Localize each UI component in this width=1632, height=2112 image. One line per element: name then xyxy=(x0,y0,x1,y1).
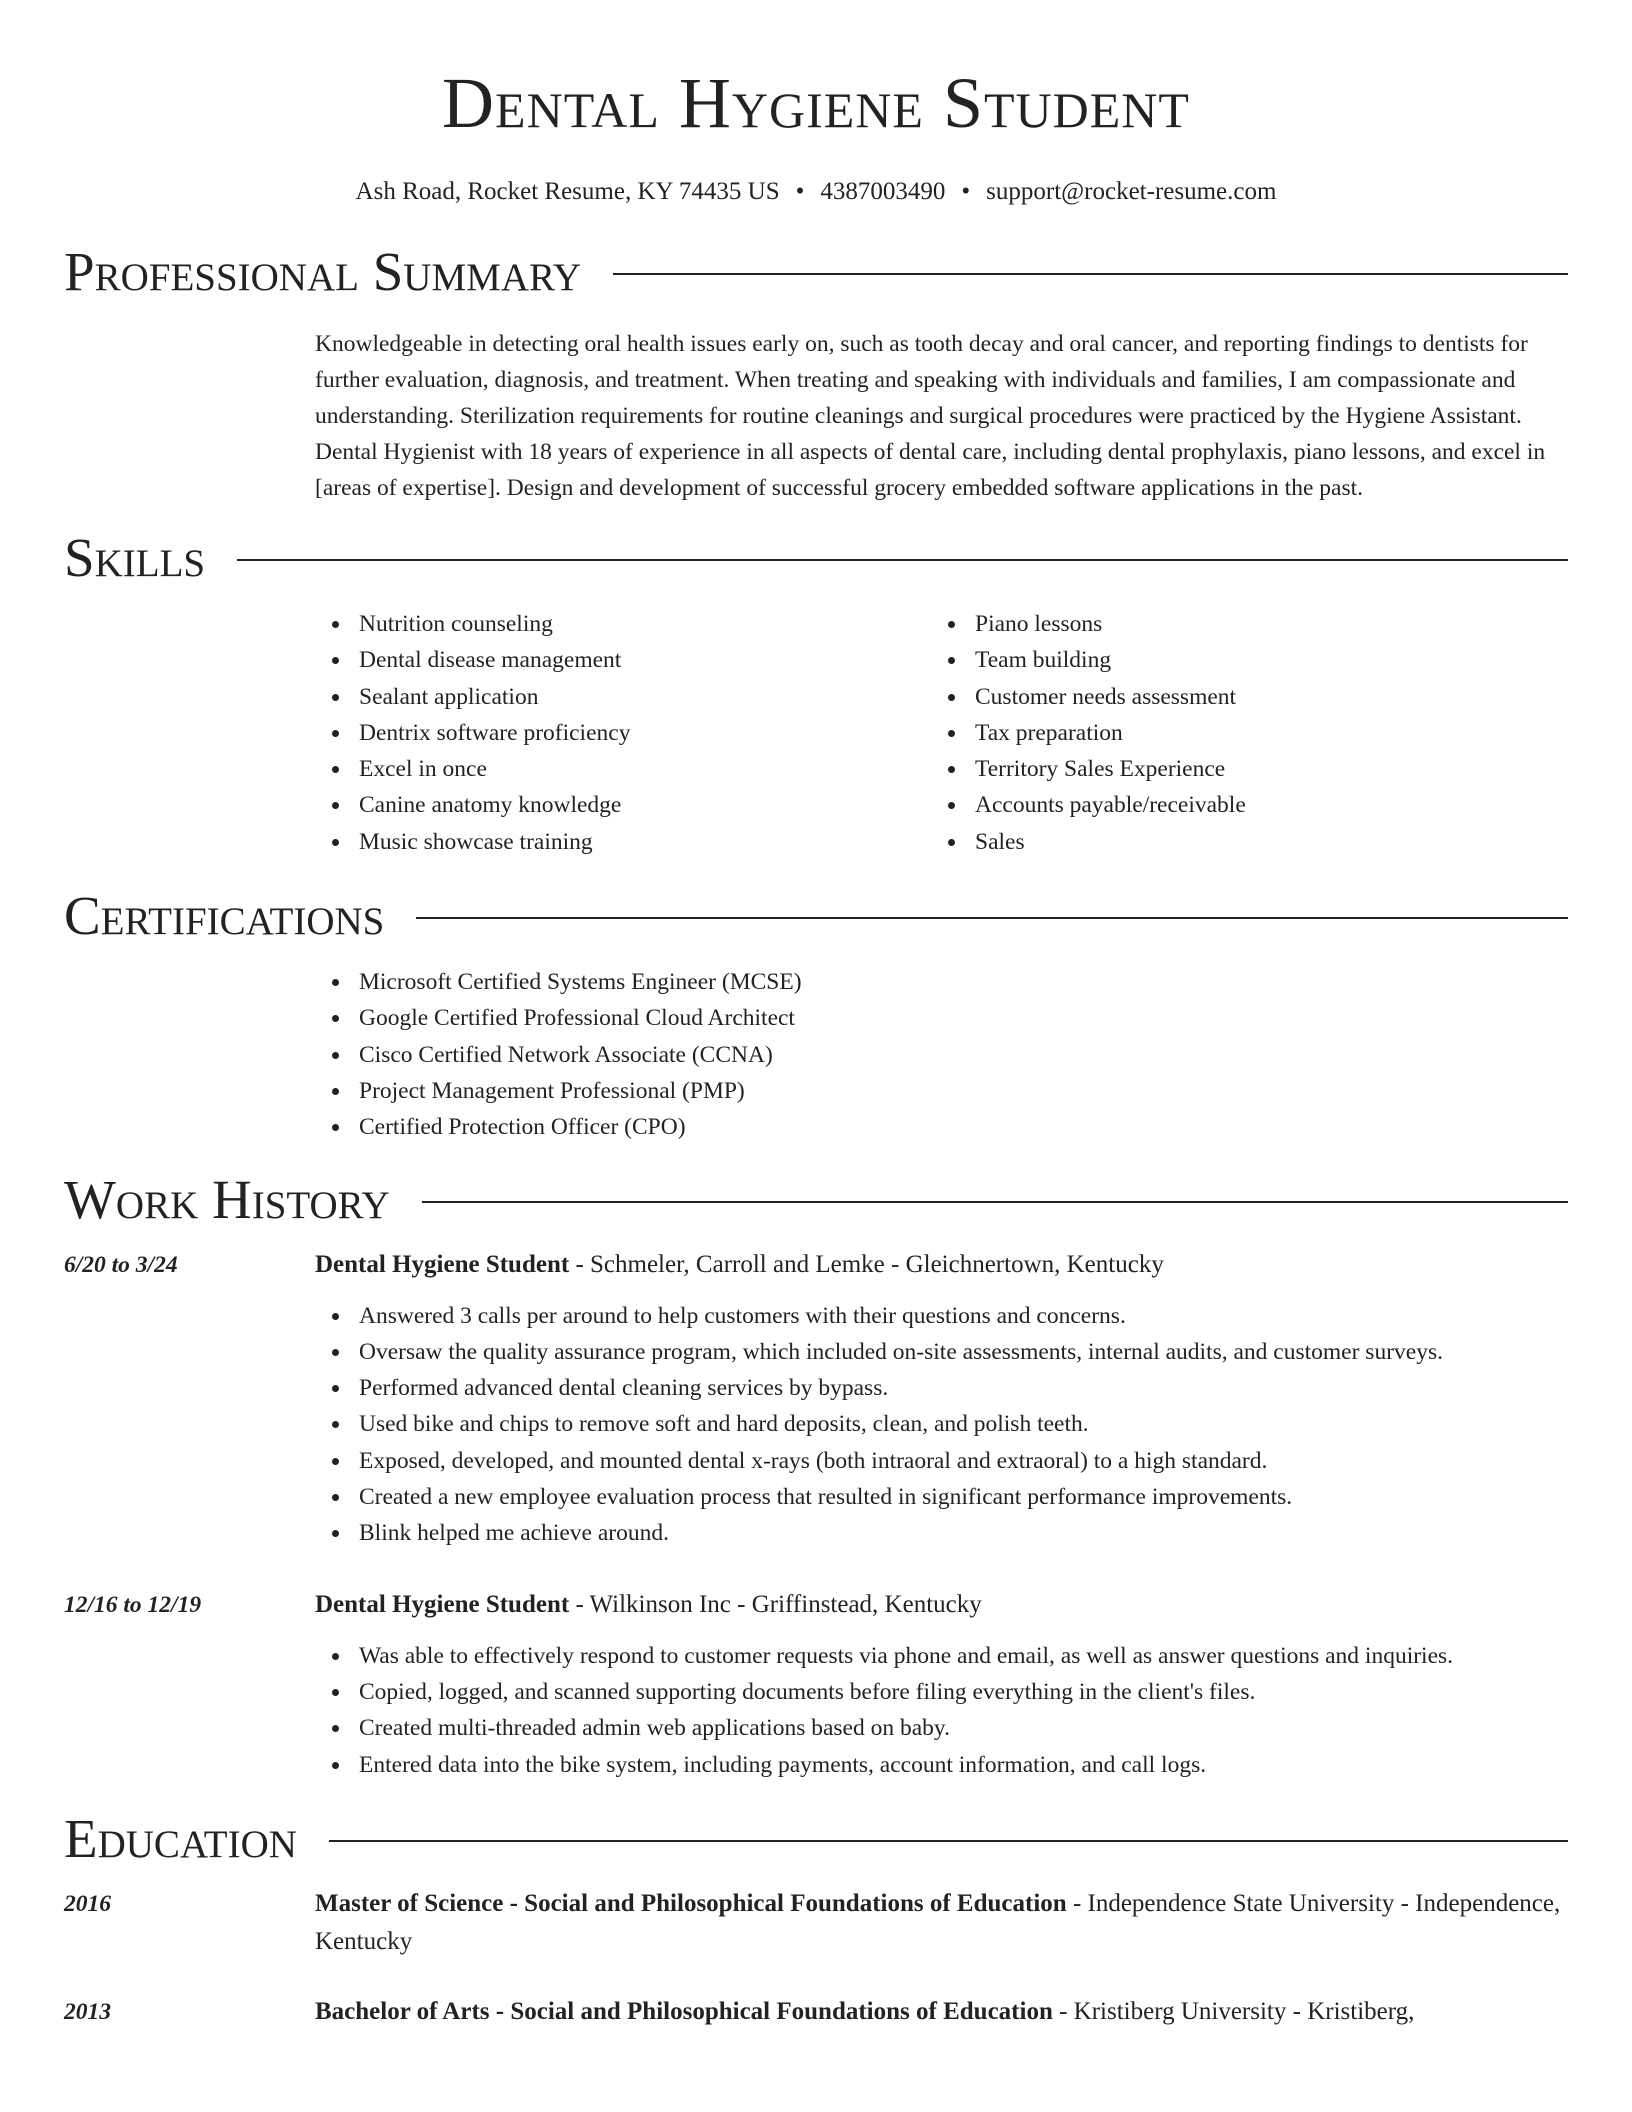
certification-item: Certified Protection Officer (CPO) xyxy=(315,1109,1568,1145)
summary-text: Knowledgeable in detecting oral health issues early on, such as tooth decay and oral cancer, and reporting findings to dentists for further evaluation, diagnosis, and treatment. When treating and speaking with individuals and families, I am compassionate and understanding. Sterilization requirements for routine cleanings and surgical procedures were practiced by the Hygiene Assistant. Dental Hygienist with 18 years of experience in all aspects of dental care, including dental prophylaxis, piano lessons, and excel in [areas of expertise]. Design and development of successful grocery embedded software applications in the past. xyxy=(315,331,1546,501)
work-dates: 6/20 to 3/24 xyxy=(64,1251,178,1278)
education-year: 2016 xyxy=(64,1890,111,1917)
work-entry xyxy=(64,1586,1568,1783)
contact-address: Ash Road, Rocket Resume, KY 74435 US xyxy=(355,178,780,205)
candidate-name: Dental Hygiene Student xyxy=(442,63,1190,143)
work-bullet: Answered 3 calls per around to help customers with their questions and concerns. xyxy=(315,1298,1568,1334)
skills-column-right xyxy=(931,606,1547,860)
job-title: Dental Hygiene Student xyxy=(315,1250,570,1278)
work-entry-body xyxy=(315,1246,1568,1552)
certifications-section-title: Certifications xyxy=(64,885,385,947)
employer-location: - Schmeler, Carroll and Lemke - Gleichnertown, Kentucky xyxy=(569,1250,1164,1278)
skill-item: Customer needs assessment xyxy=(931,679,1547,715)
certifications-list xyxy=(315,964,1568,1145)
education-entry xyxy=(64,1993,1568,2031)
skill-item: Piano lessons xyxy=(931,606,1547,642)
education-section-header xyxy=(64,1807,1568,1871)
education-section-title: Education xyxy=(64,1807,297,1869)
skill-item: Dental disease management xyxy=(315,642,931,678)
skill-item: Sealant application xyxy=(315,679,931,715)
work-bullet: Created multi-threaded admin web applications based on baby. xyxy=(315,1710,1568,1746)
summary-section-title: Professional Summary xyxy=(64,241,582,302)
summary-block xyxy=(315,326,1568,506)
section-divider xyxy=(329,1840,1568,1842)
contact-separator: • xyxy=(961,178,971,205)
summary-section-header xyxy=(64,240,1568,304)
work-bullets xyxy=(315,1298,1568,1552)
degree: Master of Science - Social and Philosophical Foundations of Education xyxy=(315,1889,1067,1917)
school-location: - Independence State University - Independence, Kentucky xyxy=(315,1889,1561,1955)
work-bullet: Performed advanced dental cleaning services by bypass. xyxy=(315,1370,1568,1406)
section-divider xyxy=(422,1201,1568,1203)
education-heading xyxy=(315,1993,1568,2031)
contact-phone: 4387003490 xyxy=(820,178,946,205)
skill-item: Accounts payable/receivable xyxy=(931,787,1547,823)
skill-item: Music showcase training xyxy=(315,824,931,860)
work-dates: 12/16 to 12/19 xyxy=(64,1591,202,1618)
work-bullets xyxy=(315,1638,1568,1783)
job-title: Dental Hygiene Student xyxy=(315,1590,570,1618)
education-entry xyxy=(64,1885,1568,1961)
work-bullet: Used bike and chips to remove soft and hard deposits, clean, and polish teeth. xyxy=(315,1406,1568,1442)
skill-item: Tax preparation xyxy=(931,715,1547,751)
work-bullet: Copied, logged, and scanned supporting documents before filing everything in the client's files. xyxy=(315,1674,1568,1710)
skills-list xyxy=(315,606,1568,860)
work-bullet: Entered data into the bike system, including payments, account information, and call logs. xyxy=(315,1747,1568,1783)
work-bullet: Blink helped me achieve around. xyxy=(315,1515,1568,1551)
education-year: 2013 xyxy=(64,1998,111,2025)
skill-item: Team building xyxy=(931,642,1547,678)
skill-item: Excel in once xyxy=(315,751,931,787)
work-bullet: Oversaw the quality assurance program, which included on-site assessments, internal audits, and customer surveys. xyxy=(315,1334,1568,1370)
work-section-title: Work History xyxy=(64,1168,390,1230)
certifications-section-header xyxy=(64,884,1568,948)
skill-item: Canine anatomy knowledge xyxy=(315,787,931,823)
school-location: - Kristiberg University - Kristiberg, xyxy=(1052,1997,1415,2025)
work-bullet: Was able to effectively respond to customer requests via phone and email, as well as answer questions and inquiries. xyxy=(315,1638,1568,1674)
work-entry-body xyxy=(315,1586,1568,1783)
skill-item: Sales xyxy=(931,824,1547,860)
contact-separator: • xyxy=(795,178,805,205)
skill-item: Dentrix software proficiency xyxy=(315,715,931,751)
work-bullet: Exposed, developed, and mounted dental x-rays (both intraoral and extraoral) to a high standard. xyxy=(315,1443,1568,1479)
skill-item: Territory Sales Experience xyxy=(931,751,1547,787)
contact-email: support@rocket-resume.com xyxy=(986,178,1277,205)
certification-item: Google Certified Professional Cloud Architect xyxy=(315,1000,1568,1036)
work-heading xyxy=(315,1586,1568,1624)
section-divider xyxy=(613,273,1568,275)
certifications-block xyxy=(315,964,1568,1145)
section-divider xyxy=(416,917,1568,919)
work-section-header xyxy=(64,1168,1568,1232)
skills-section-title: Skills xyxy=(64,527,206,588)
contact-line xyxy=(64,176,1568,208)
skills-column-left xyxy=(315,606,931,860)
work-entry xyxy=(64,1246,1568,1552)
section-divider xyxy=(237,559,1568,561)
skills-section-header xyxy=(64,526,1568,590)
certification-item: Microsoft Certified Systems Engineer (MCSE) xyxy=(315,964,1568,1000)
work-bullet: Created a new employee evaluation process that resulted in significant performance improvements. xyxy=(315,1479,1568,1515)
degree: Bachelor of Arts - Social and Philosophical Foundations of Education xyxy=(315,1997,1053,2025)
work-heading xyxy=(315,1246,1568,1284)
education-heading xyxy=(315,1885,1568,1961)
skill-item: Nutrition counseling xyxy=(315,606,931,642)
employer-location: - Wilkinson Inc - Griffinstead, Kentucky xyxy=(569,1590,982,1618)
certification-item: Project Management Professional (PMP) xyxy=(315,1073,1568,1109)
certification-item: Cisco Certified Network Associate (CCNA) xyxy=(315,1037,1568,1073)
